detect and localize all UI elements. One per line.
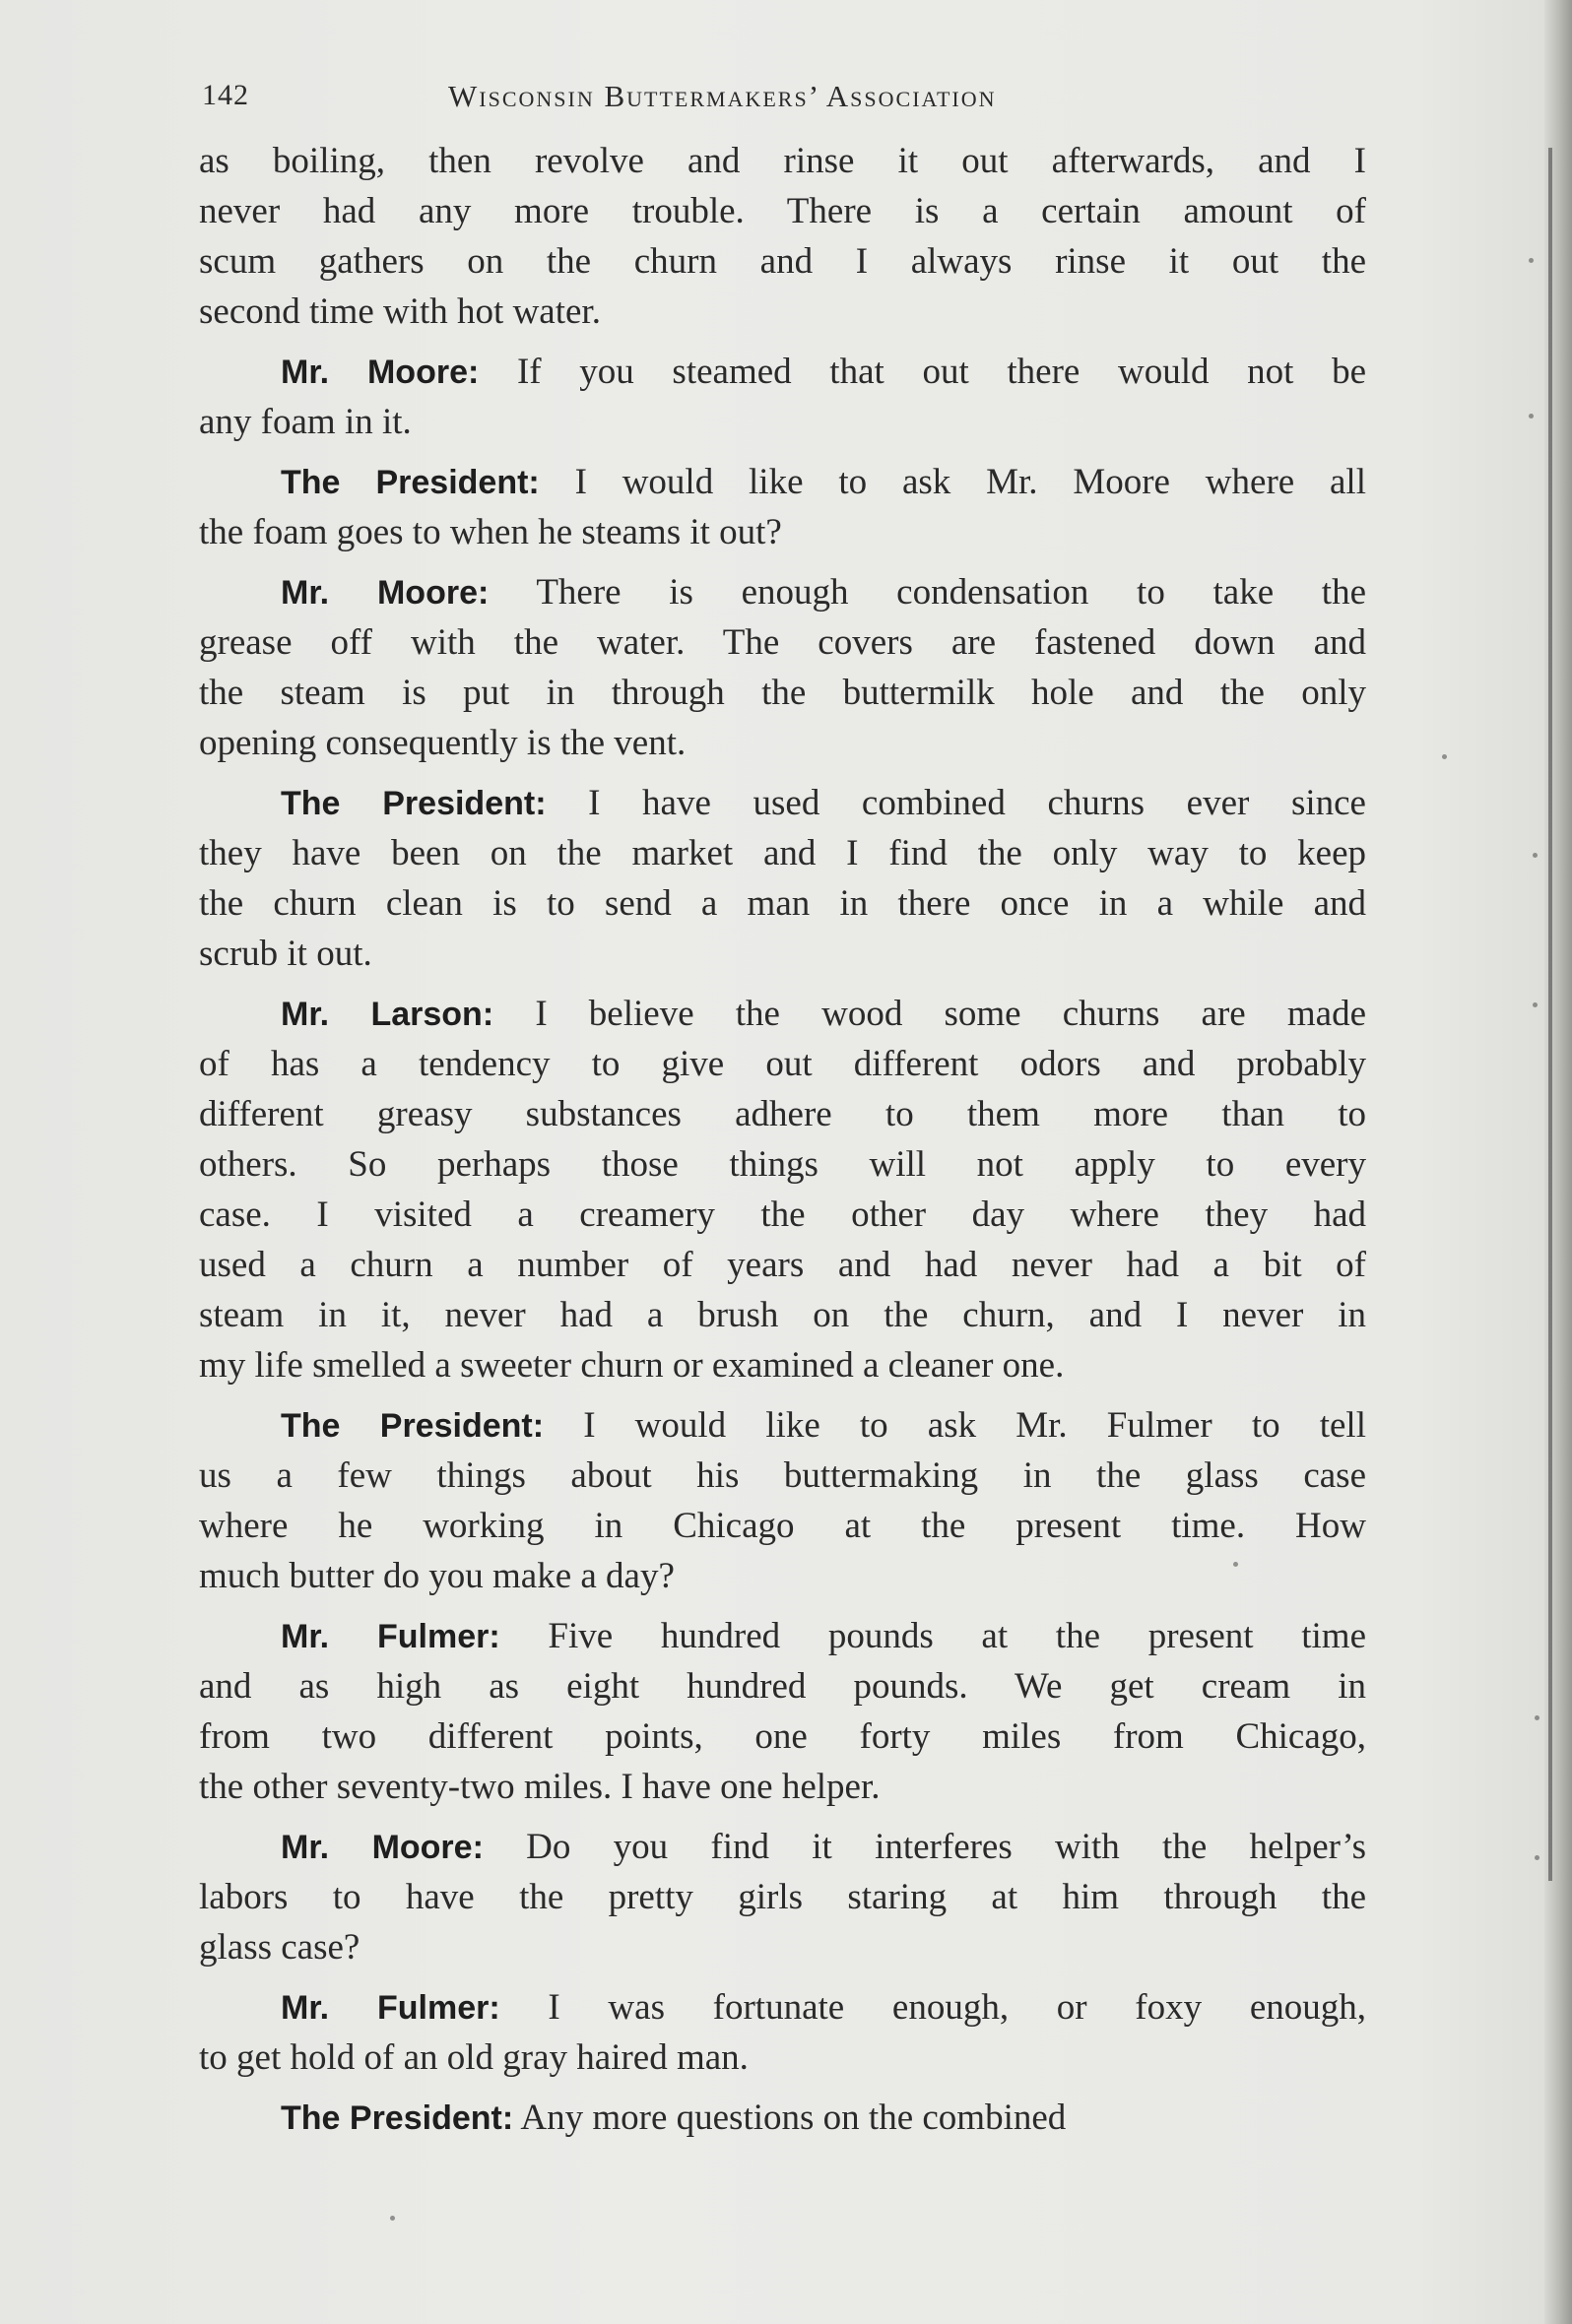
line-text: the churn clean is to send a man in there once in a while and bbox=[199, 883, 1366, 924]
speaker-name: Mr. Moore: bbox=[281, 574, 490, 612]
text-line bbox=[199, 1190, 1366, 1240]
line-text: my life smelled a sweeter churn or examined a cleaner one. bbox=[199, 1345, 1065, 1386]
paragraph bbox=[199, 457, 1366, 557]
text-line bbox=[199, 718, 1366, 768]
text-line bbox=[199, 2093, 1366, 2143]
text-line bbox=[199, 287, 1366, 337]
speaker-name: The President: bbox=[281, 2099, 514, 2137]
page-binding-line bbox=[1548, 148, 1552, 1881]
speaker-name: Mr. Moore: bbox=[281, 354, 480, 391]
line-text: used a churn a number of years and had never had a bit of bbox=[199, 1245, 1366, 1285]
line-text: opening consequently is the vent. bbox=[199, 723, 687, 763]
text-line bbox=[199, 989, 1366, 1039]
speaker-name: Mr. Moore: bbox=[281, 1829, 484, 1866]
text-line bbox=[199, 1762, 1366, 1812]
print-speck bbox=[1529, 258, 1534, 263]
paragraph bbox=[199, 778, 1366, 979]
line-text: I would like to ask Mr. Moore where all bbox=[574, 462, 1366, 502]
paragraph bbox=[199, 1982, 1366, 2083]
text-line bbox=[199, 2033, 1366, 2083]
paragraph bbox=[199, 989, 1366, 1390]
text-line bbox=[199, 567, 1366, 617]
text-line bbox=[199, 186, 1366, 236]
line-text: never had any more trouble. There is a certain amount of bbox=[199, 191, 1366, 231]
line-text: I was fortunate enough, or foxy enough, bbox=[548, 1987, 1366, 2028]
text-line bbox=[199, 1711, 1366, 1762]
text-line bbox=[199, 1451, 1366, 1501]
print-speck bbox=[1529, 414, 1534, 419]
line-text: from two different points, one forty miles from Chicago, bbox=[199, 1716, 1366, 1757]
line-text: different greasy substances adhere to them more than to bbox=[199, 1094, 1366, 1134]
line-text: I would like to ask Mr. Fulmer to tell bbox=[583, 1405, 1366, 1446]
line-text: they have been on the market and I find the only way to keep bbox=[199, 833, 1366, 873]
print-speck bbox=[1533, 853, 1538, 858]
line-text: grease off with the water. The covers are fastened down and bbox=[199, 622, 1366, 663]
text-line bbox=[199, 1551, 1366, 1601]
line-text: Do you find it interferes with the helper’s bbox=[526, 1827, 1366, 1867]
line-text: others. So perhaps those things will not apply to every bbox=[199, 1144, 1366, 1185]
text-line bbox=[199, 1039, 1366, 1089]
line-text: any foam in it. bbox=[199, 402, 412, 442]
text-line bbox=[199, 1661, 1366, 1711]
paragraph bbox=[199, 136, 1366, 337]
body-text bbox=[199, 136, 1366, 2153]
text-line bbox=[199, 1611, 1366, 1661]
text-line bbox=[199, 878, 1366, 929]
running-head: Wisconsin Buttermakers’ Association bbox=[448, 79, 997, 113]
line-text: scrub it out. bbox=[199, 934, 372, 974]
line-text: to get hold of an old gray haired man. bbox=[199, 2037, 749, 2078]
paragraph bbox=[199, 1822, 1366, 1972]
line-text: I have used combined churns ever since bbox=[588, 783, 1366, 823]
page-header bbox=[202, 79, 1364, 122]
text-line bbox=[199, 1400, 1366, 1451]
text-line bbox=[199, 1139, 1366, 1190]
text-line bbox=[199, 828, 1366, 878]
paragraph bbox=[199, 347, 1366, 447]
line-text: us a few things about his buttermaking in the glass case bbox=[199, 1455, 1366, 1496]
speaker-name: Mr. Larson: bbox=[281, 996, 494, 1033]
print-speck bbox=[1535, 1855, 1539, 1860]
speaker-name: The President: bbox=[281, 785, 547, 822]
line-text: Any more questions on the combined bbox=[520, 2098, 1067, 2138]
line-text: the other seventy-two miles. I have one helper. bbox=[199, 1767, 881, 1807]
line-text: case. I visited a creamery the other day where they had bbox=[199, 1194, 1366, 1235]
line-text: as boiling, then revolve and rinse it out afterwards, and I bbox=[199, 141, 1366, 181]
line-text: of has a tendency to give out different odors and probably bbox=[199, 1044, 1366, 1084]
text-line bbox=[199, 1290, 1366, 1340]
line-text: If you steamed that out there would not be bbox=[516, 352, 1366, 392]
line-text: labors to have the pretty girls staring at him through the bbox=[199, 1877, 1366, 1917]
paragraph bbox=[199, 2093, 1366, 2143]
text-line bbox=[199, 347, 1366, 397]
text-line bbox=[199, 397, 1366, 447]
paragraph bbox=[199, 1611, 1366, 1812]
text-line bbox=[199, 1240, 1366, 1290]
line-text: I believe the wood some churns are made bbox=[535, 994, 1366, 1034]
print-speck bbox=[1533, 1002, 1538, 1007]
text-line bbox=[199, 457, 1366, 507]
text-line bbox=[199, 1340, 1366, 1390]
speaker-name: The President: bbox=[281, 464, 540, 501]
line-text: and as high as eight hundred pounds. We get cream in bbox=[199, 1666, 1366, 1707]
speaker-name: Mr. Fulmer: bbox=[281, 1989, 500, 2027]
text-line bbox=[199, 929, 1366, 979]
line-text: where he working in Chicago at the present time. How bbox=[199, 1506, 1366, 1546]
text-line bbox=[199, 1982, 1366, 2033]
paragraph bbox=[199, 567, 1366, 768]
line-text: second time with hot water. bbox=[199, 291, 601, 332]
text-line bbox=[199, 136, 1366, 186]
print-speck bbox=[390, 2216, 395, 2221]
text-line bbox=[199, 778, 1366, 828]
text-line bbox=[199, 1089, 1366, 1139]
text-line bbox=[199, 1501, 1366, 1551]
line-text: scum gathers on the churn and I always rinse it out the bbox=[199, 241, 1366, 282]
speaker-name: Mr. Fulmer: bbox=[281, 1618, 500, 1655]
line-text: There is enough condensation to take the bbox=[536, 572, 1366, 613]
text-line bbox=[199, 1822, 1366, 1872]
line-text: glass case? bbox=[199, 1927, 360, 1968]
text-line bbox=[199, 1872, 1366, 1922]
text-line bbox=[199, 1922, 1366, 1972]
text-line bbox=[199, 668, 1366, 718]
page-number: 142 bbox=[202, 79, 249, 111]
text-line bbox=[199, 617, 1366, 668]
line-text: much butter do you make a day? bbox=[199, 1556, 675, 1596]
text-line bbox=[199, 236, 1366, 287]
print-speck bbox=[1535, 1715, 1539, 1720]
print-speck bbox=[1442, 754, 1447, 759]
line-text: the steam is put in through the buttermilk hole and the only bbox=[199, 673, 1366, 713]
text-line bbox=[199, 507, 1366, 557]
line-text: the foam goes to when he steams it out? bbox=[199, 512, 782, 552]
paragraph bbox=[199, 1400, 1366, 1601]
speaker-name: The President: bbox=[281, 1407, 545, 1445]
line-text: steam in it, never had a brush on the churn, and I never in bbox=[199, 1295, 1366, 1335]
line-text: Five hundred pounds at the present time bbox=[548, 1616, 1367, 1656]
print-speck bbox=[1233, 1562, 1238, 1567]
